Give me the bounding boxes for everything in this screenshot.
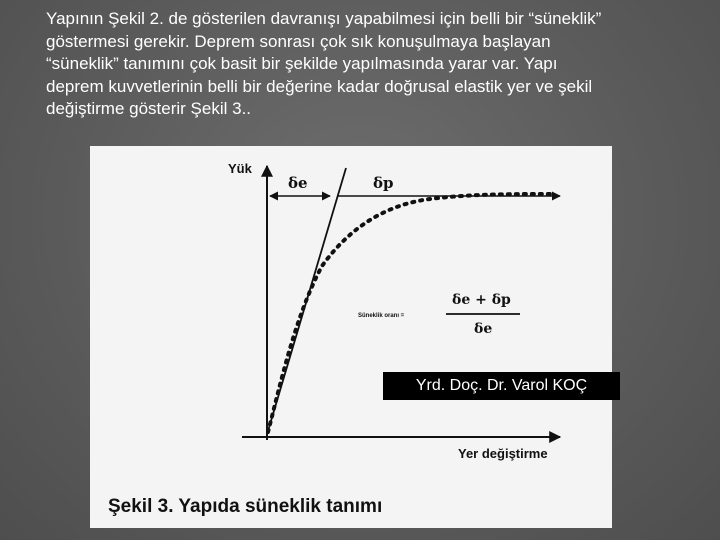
figure-caption: Şekil 3. Yapıda süneklik tanımı	[108, 496, 383, 517]
ductility-ratio-label: Süneklik oranı =	[358, 313, 405, 319]
paragraph-line-5: değiştirme gösterir Şekil 3..	[46, 99, 252, 118]
ductility-diagram	[90, 146, 612, 528]
ratio-numerator: δe + δp	[452, 292, 511, 308]
paragraph-line-3: “süneklik” tanımını çok basit bir şekilde yapılmasında yarar var. Yapı	[46, 54, 558, 73]
ductility-figure	[90, 146, 612, 528]
paragraph-line-2: göstermesi gerekir. Deprem sonrası çok sık konuşulmaya başlayan	[46, 31, 551, 51]
paragraph-line-4: deprem kuvvetlerinin belli bir değerine kadar doğrusal elastik yer ve şekil	[46, 76, 593, 96]
x-axis-label: Yer değiştirme	[458, 446, 548, 461]
paragraph-line-1: Yapının Şekil 2. de gösterilen davranışı yapabilmesi için belli bir “süneklik”	[46, 9, 602, 28]
slide-paragraph	[46, 8, 706, 121]
delta-p-label: δp	[373, 174, 394, 192]
delta-e-label: δe	[288, 174, 308, 192]
y-axis-label: Yük	[228, 161, 252, 176]
author-label: Yrd. Doç. Dr. Varol KOÇ	[383, 372, 620, 400]
ratio-denominator: δe	[474, 321, 493, 337]
